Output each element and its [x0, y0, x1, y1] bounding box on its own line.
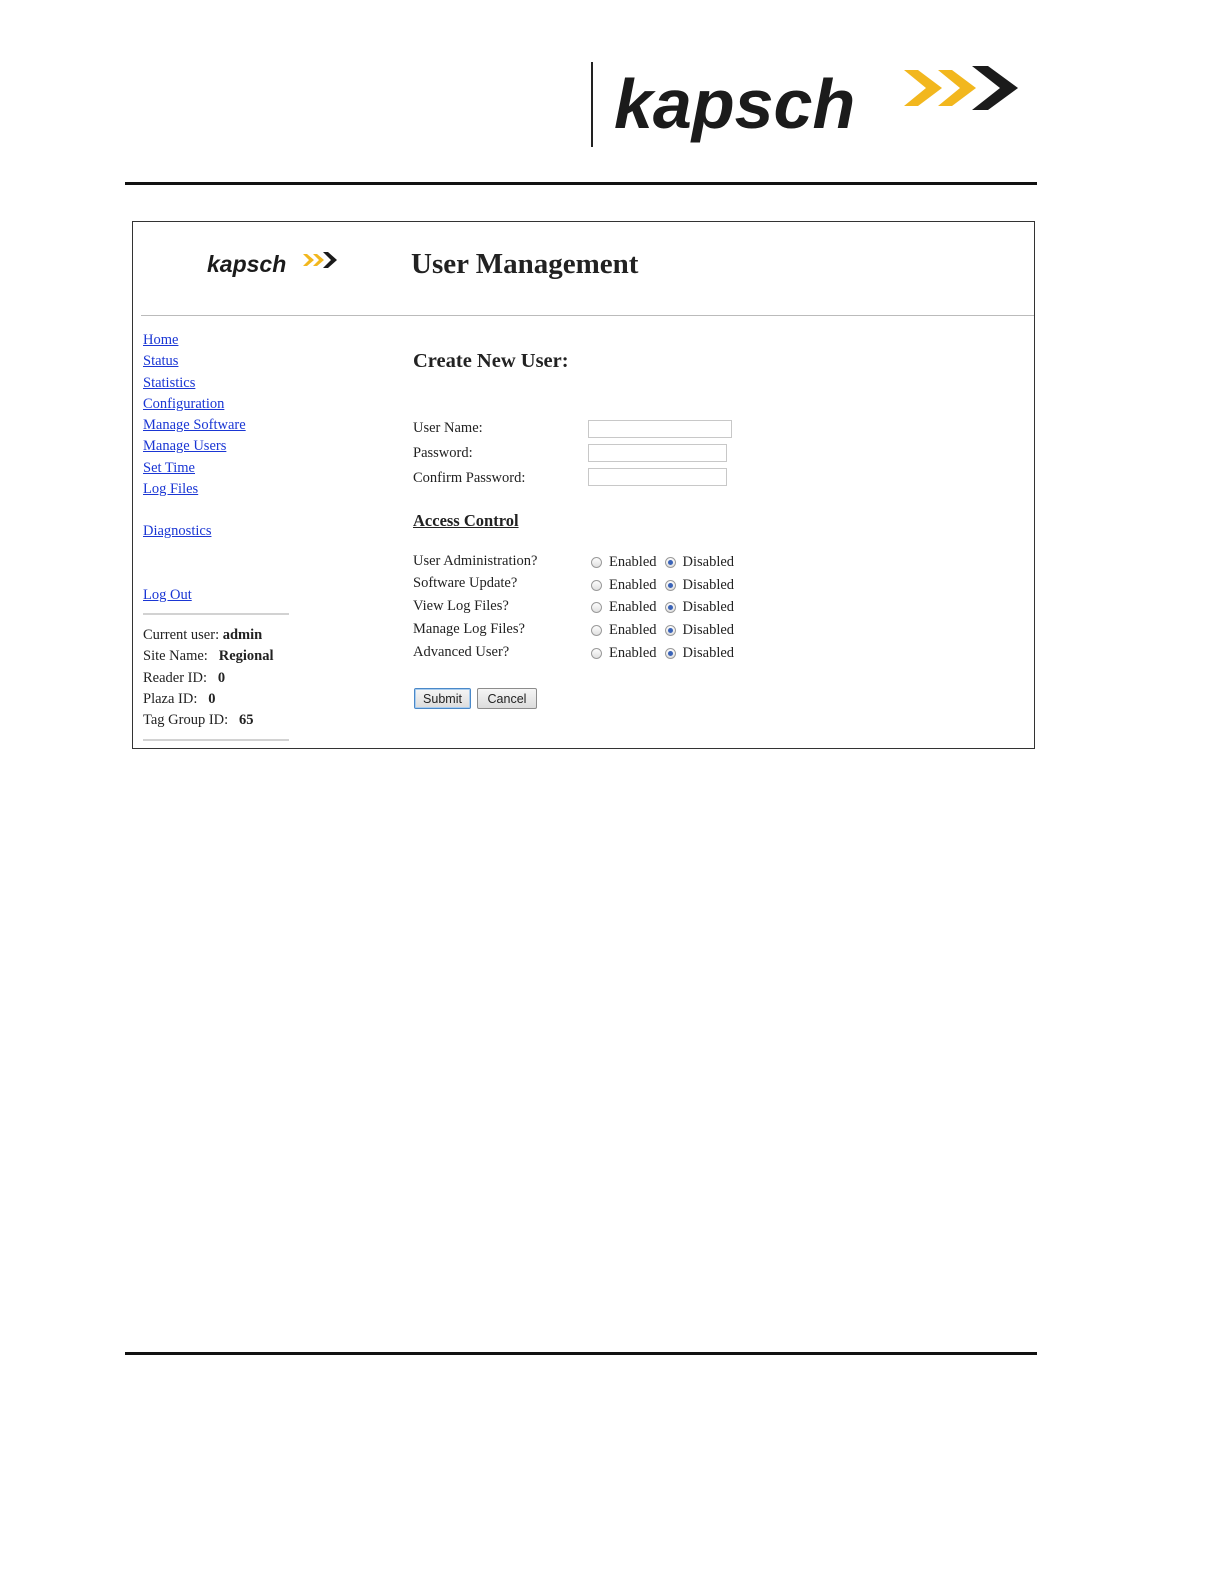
reader-id-row: Reader ID: 0: [143, 669, 226, 686]
password-label: Password:: [413, 445, 473, 461]
radio-disabled[interactable]: [665, 580, 676, 591]
header-divider: [591, 62, 593, 147]
nav-configuration[interactable]: Configuration: [143, 395, 225, 412]
tag-group-id-value: 65: [239, 712, 254, 729]
nav-diagnostics[interactable]: Diagnostics: [143, 523, 212, 540]
confirm-password-input[interactable]: [588, 468, 727, 486]
access-label-view-log-files: View Log Files?: [413, 598, 509, 614]
sidebar-divider: [143, 613, 289, 615]
site-name-row: Site Name: Regional: [143, 648, 274, 665]
access-radio-software-update: Enabled Disabled: [591, 577, 742, 594]
svg-text:kapsch: kapsch: [207, 251, 287, 277]
access-label-manage-log-files: Manage Log Files?: [413, 621, 525, 637]
nav-set-time[interactable]: Set Time: [143, 459, 195, 476]
radio-enabled[interactable]: [591, 557, 602, 568]
plaza-id-value: 0: [208, 690, 216, 707]
chevrons-icon: [904, 66, 1018, 110]
page-rule-top: [125, 182, 1037, 185]
nav-home[interactable]: Home: [143, 332, 179, 348]
access-label-user-administration: User Administration?: [413, 553, 538, 569]
nav-log-out[interactable]: Log Out: [143, 586, 192, 603]
username-label: User Name:: [413, 420, 483, 436]
svg-text:kapsch: kapsch: [614, 65, 856, 143]
radio-enabled[interactable]: [591, 625, 602, 636]
page-rule-bottom: [125, 1352, 1037, 1355]
nav-status[interactable]: Status: [143, 353, 179, 370]
radio-enabled[interactable]: [591, 602, 602, 613]
session-info: [143, 625, 274, 731]
screenshot-frame: [132, 221, 1035, 749]
radio-disabled[interactable]: [665, 602, 676, 613]
username-input[interactable]: [588, 420, 732, 438]
confirm-password-label: Confirm Password:: [413, 470, 526, 486]
radio-disabled[interactable]: [665, 557, 676, 568]
app-logo: [205, 246, 345, 280]
nav-log-files[interactable]: Log Files: [143, 481, 199, 498]
cancel-button[interactable]: Cancel: [477, 688, 537, 709]
access-radio-view-log-files: Enabled Disabled: [591, 599, 742, 616]
radio-disabled[interactable]: [665, 648, 676, 659]
kapsch-logo: [612, 58, 1032, 148]
access-label-advanced-user: Advanced User?: [413, 644, 510, 660]
password-input[interactable]: [588, 444, 727, 462]
header-rule: [141, 315, 1034, 316]
reader-id-value: 0: [217, 669, 226, 686]
access-label-software-update: Software Update?: [413, 575, 518, 591]
radio-disabled[interactable]: [665, 625, 676, 636]
page-title: User Management: [411, 248, 639, 280]
submit-button[interactable]: Submit: [414, 688, 471, 709]
radio-enabled[interactable]: [591, 648, 602, 659]
current-user-value: admin: [222, 627, 263, 643]
nav-statistics[interactable]: Statistics: [143, 374, 196, 391]
chevrons-icon: [303, 252, 337, 268]
plaza-id-row: Plaza ID: 0: [143, 690, 216, 707]
nav-manage-software[interactable]: Manage Software: [143, 417, 246, 434]
radio-enabled[interactable]: [591, 580, 602, 591]
site-name-value: Regional: [218, 648, 274, 665]
access-radio-advanced-user: Enabled Disabled: [591, 645, 742, 662]
current-user-row: Current user: admin: [143, 627, 263, 643]
nav-manage-users[interactable]: Manage Users: [143, 438, 227, 455]
access-radio-user-administration: Enabled Disabled: [591, 554, 742, 571]
form-title: Create New User:: [413, 350, 569, 372]
tag-group-id-row: Tag Group ID: 65: [143, 712, 254, 729]
sidebar-divider: [143, 739, 289, 741]
access-radio-manage-log-files: Enabled Disabled: [591, 622, 742, 639]
access-control-title: Access Control: [413, 511, 519, 530]
sidebar-nav: [143, 330, 343, 606]
